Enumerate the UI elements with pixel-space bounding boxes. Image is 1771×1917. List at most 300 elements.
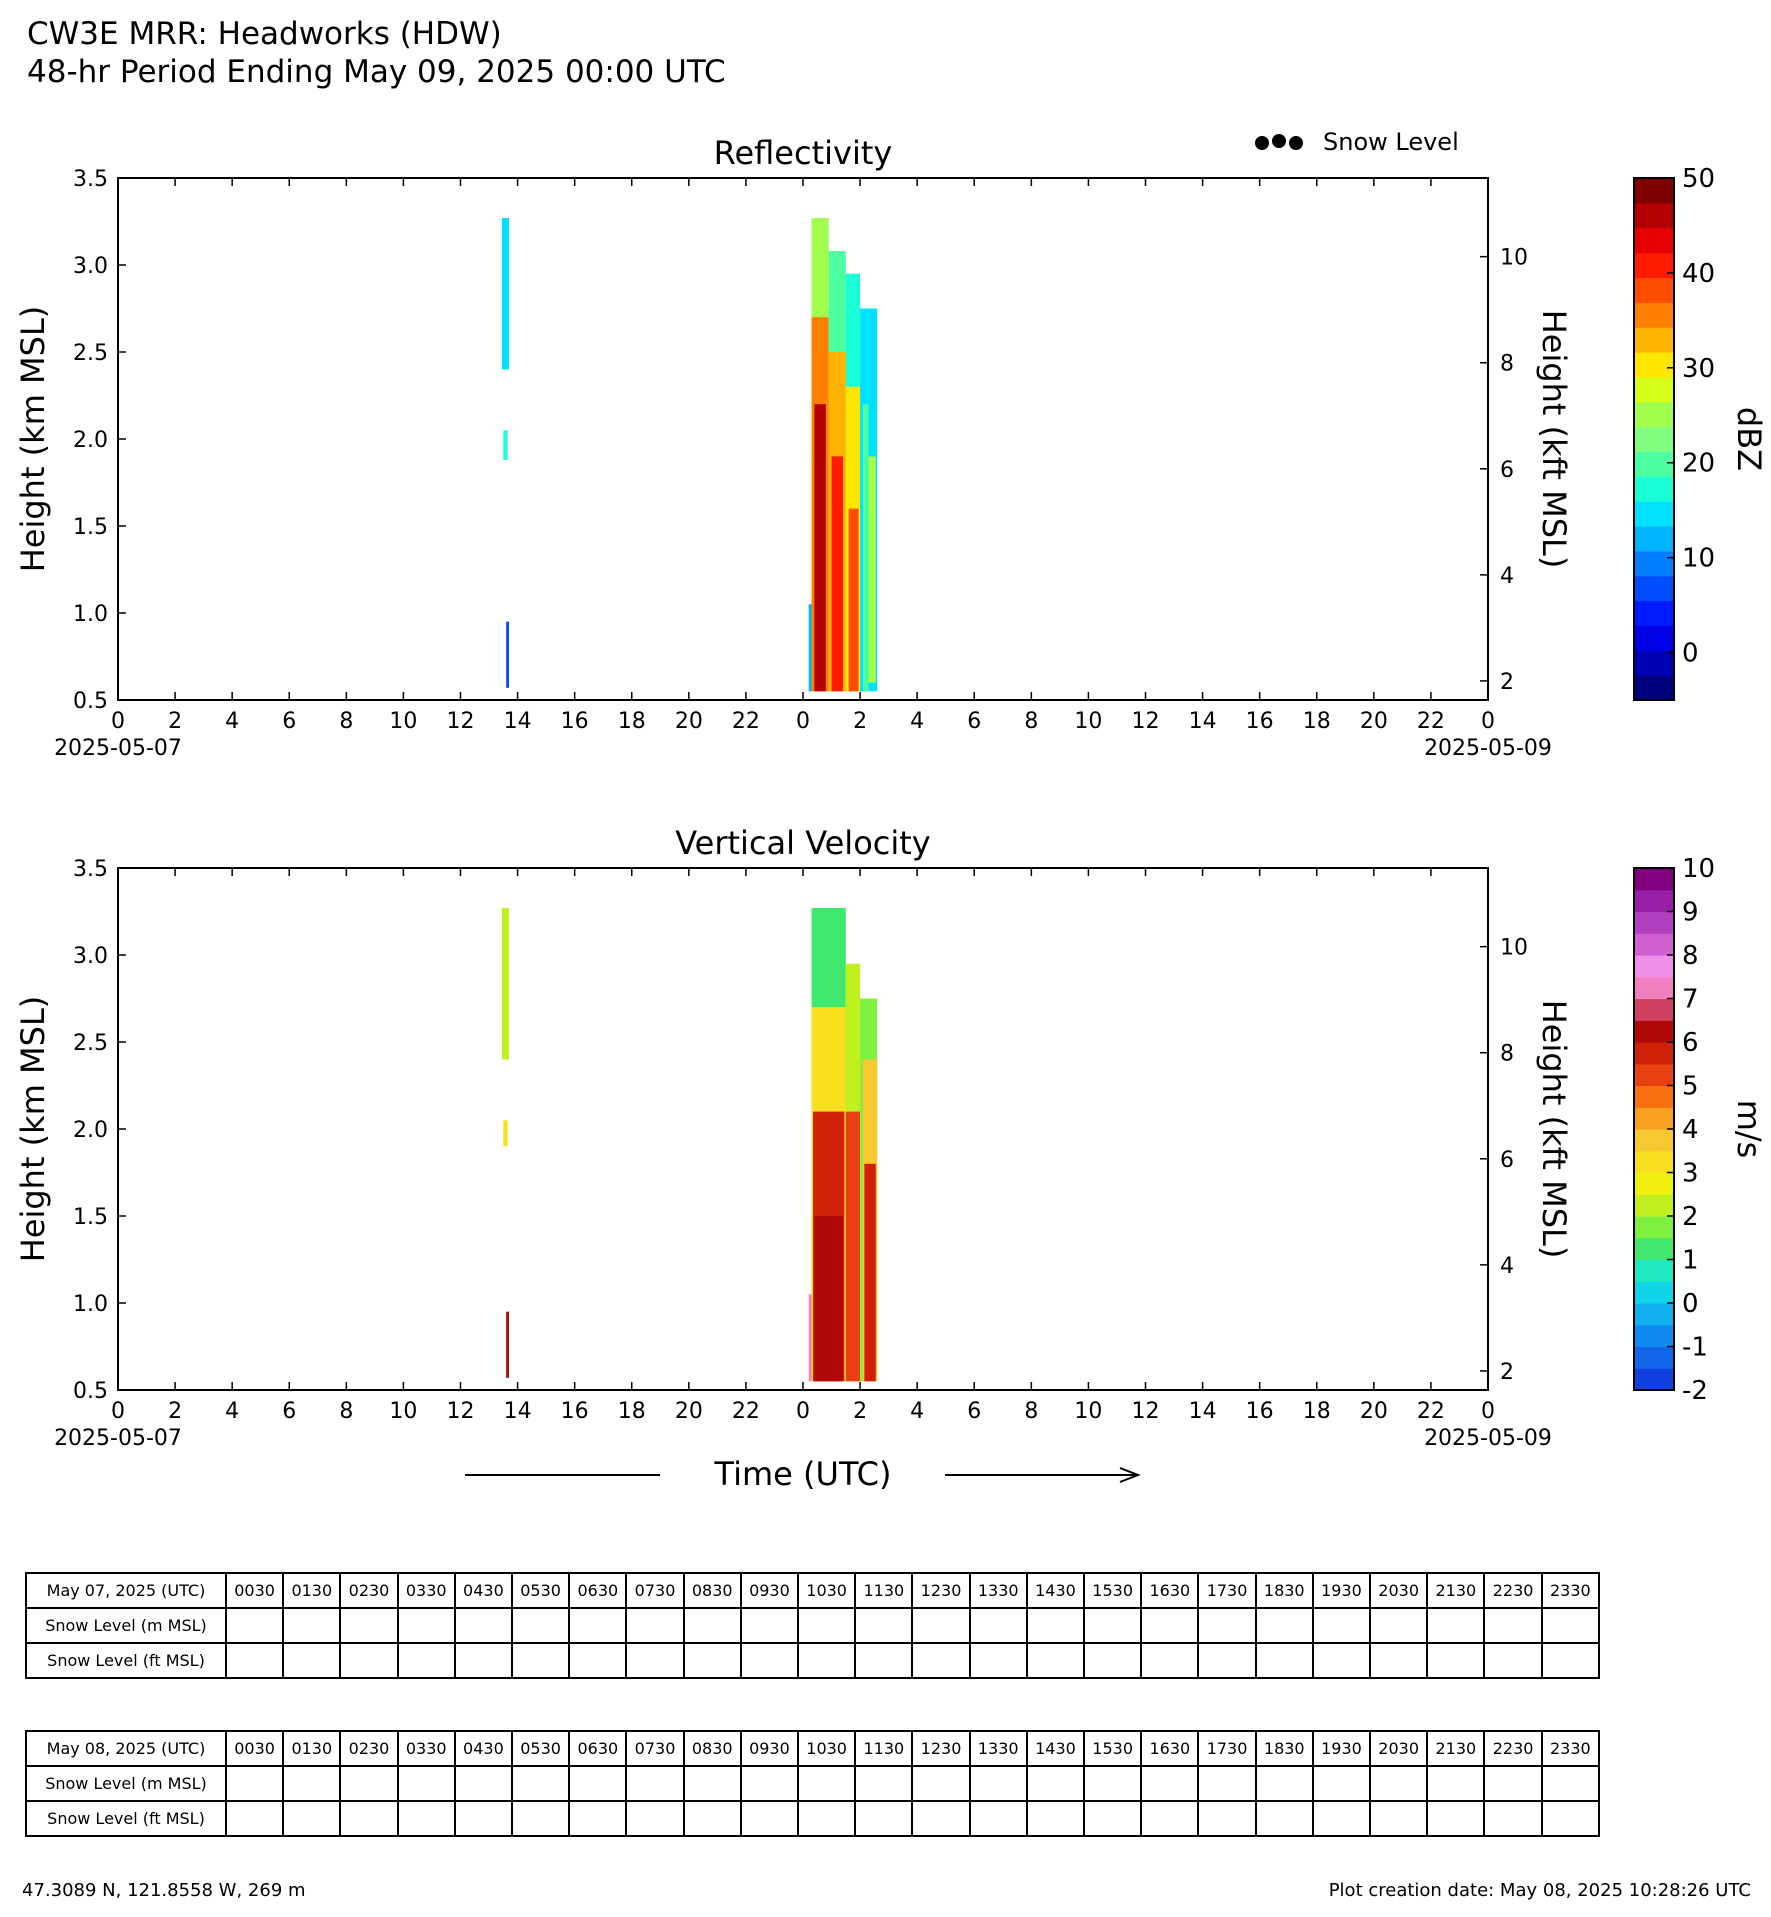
velocity-colorbar-tick-label: 8	[1682, 941, 1699, 971]
reflectivity-x-tick-label: 20	[674, 709, 703, 734]
velocity-x-tick-label: 18	[617, 1399, 646, 1424]
snow-table-value-cell	[626, 1766, 683, 1801]
snow-table-value-cell	[1198, 1608, 1255, 1643]
reflectivity-y-tick-label: 1.5	[73, 515, 108, 540]
reflectivity-colorbar-label: dBZ	[1730, 406, 1768, 472]
snow-table-value-cell	[798, 1766, 855, 1801]
velocity-colorbar-segment	[1634, 955, 1674, 977]
snow-table-value-cell	[970, 1766, 1027, 1801]
velocity-colorbar-segment	[1634, 1303, 1674, 1325]
snow-table-value-cell	[684, 1608, 741, 1643]
snow-table-time-cell: 0730	[626, 1573, 683, 1608]
snow-table-value-cell	[1141, 1766, 1198, 1801]
snow-table-value-cell	[798, 1608, 855, 1643]
snow-table-value-cell	[970, 1643, 1027, 1678]
reflectivity-x-tick-label: 14	[503, 709, 532, 734]
velocity-x-tick-label: 14	[1188, 1399, 1217, 1424]
reflectivity-y-tick-label: 2.5	[73, 341, 108, 366]
snow-table-value-cell	[398, 1766, 455, 1801]
snow-table-time-cell: 2330	[1542, 1573, 1599, 1608]
snow-table-value-cell	[741, 1608, 798, 1643]
reflectivity-y-tick-label: 0.5	[73, 689, 108, 714]
snow-table-time-cell: 2230	[1484, 1573, 1541, 1608]
snow-table-value-cell	[684, 1766, 741, 1801]
velocity-colorbar-segment	[1634, 1086, 1674, 1108]
reflectivity-colorbar-segment	[1634, 352, 1674, 377]
reflectivity-colorbar-segment	[1634, 551, 1674, 576]
snow-table-value-cell	[1370, 1801, 1427, 1836]
snow-table-value-cell	[855, 1643, 912, 1678]
snow-table-time-cell: 0330	[398, 1573, 455, 1608]
snow-level-legend-label: Snow Level	[1323, 128, 1459, 156]
reflectivity-colorbar-segment	[1634, 402, 1674, 427]
velocity-y2-tick-label: 4	[1500, 1253, 1514, 1279]
snow-table-value-cell	[512, 1608, 569, 1643]
snow-table-value-row	[26, 1608, 1599, 1643]
snow-table-value-cell	[1084, 1608, 1141, 1643]
reflectivity-x-tick-label: 22	[731, 709, 760, 734]
velocity-x-tick-label: 2	[168, 1399, 183, 1424]
velocity-colorbar-segment	[1634, 933, 1674, 955]
snow-table-value-cell	[1484, 1801, 1541, 1836]
velocity-colorbar-segment	[1634, 1368, 1674, 1390]
reflectivity-colorbar-tick-label: 50	[1682, 164, 1716, 194]
snow-table-time-cell: 1630	[1141, 1573, 1198, 1608]
snow-table-value-cell	[1027, 1608, 1084, 1643]
velocity-colorbar-segment	[1634, 890, 1674, 912]
snow-table-value-cell	[798, 1643, 855, 1678]
snow-table-value-row	[26, 1643, 1599, 1678]
snow-table-value-cell	[1542, 1766, 1599, 1801]
reflectivity-plot-frame	[118, 178, 1488, 700]
snow-table-time-cell: 1730	[1198, 1731, 1255, 1766]
reflectivity-x-tick-label: 10	[389, 709, 418, 734]
reflectivity-colorbar-segment	[1634, 327, 1674, 352]
reflectivity-data-region	[814, 404, 825, 691]
reflectivity-y-tick-label: 2.0	[73, 428, 108, 453]
snow-table-time-cell: 2130	[1427, 1573, 1484, 1608]
reflectivity-x-tick-label: 22	[1416, 709, 1445, 734]
velocity-colorbar-segment	[1634, 1194, 1674, 1216]
velocity-data-region	[846, 1112, 860, 1382]
reflectivity-x-tick-label: 10	[1074, 709, 1103, 734]
reflectivity-title: Reflectivity	[713, 134, 893, 172]
snow-table-value-cell	[226, 1801, 283, 1836]
snow-table-value-cell	[626, 1801, 683, 1836]
snow-table-value-cell	[684, 1801, 741, 1836]
snow-table-time-cell: 0030	[226, 1573, 283, 1608]
snow-table-value-cell	[798, 1801, 855, 1836]
snow-level-table-may08	[25, 1730, 1600, 1837]
snow-level-marker	[1255, 136, 1269, 150]
snow-table-value-cell	[1542, 1608, 1599, 1643]
velocity-x-tick-label: 0	[796, 1399, 810, 1424]
snow-table-value-cell	[1027, 1766, 1084, 1801]
snow-table-value-cell	[912, 1608, 969, 1643]
snow-table-value-cell	[1084, 1643, 1141, 1678]
reflectivity-colorbar-segment	[1634, 675, 1674, 700]
velocity-date-end: 2025-05-09	[1424, 1426, 1552, 1451]
snow-table-time-cell: 0030	[226, 1731, 283, 1766]
snow-table-time-cell: 0930	[741, 1573, 798, 1608]
snow-table-time-cell: 0130	[283, 1573, 340, 1608]
reflectivity-colorbar-segment	[1634, 576, 1674, 601]
velocity-colorbar-segment	[1634, 1107, 1674, 1129]
snow-table-value-cell	[569, 1766, 626, 1801]
velocity-x-tick-label: 8	[339, 1399, 354, 1424]
velocity-data-region	[814, 1216, 843, 1381]
snow-table-time-cell: 1030	[798, 1573, 855, 1608]
snow-table-value-cell	[684, 1643, 741, 1678]
snow-table-time-cell: 0230	[340, 1573, 397, 1608]
snow-table-value-cell	[569, 1608, 626, 1643]
snow-table-time-cell: 0130	[283, 1731, 340, 1766]
velocity-y-tick-label: 1.5	[73, 1205, 108, 1230]
velocity-y2-tick-label: 2	[1500, 1359, 1514, 1385]
reflectivity-y2-tick-label: 8	[1500, 351, 1514, 377]
reflectivity-data-region	[863, 404, 869, 691]
reflectivity-y-tick-label: 3.5	[73, 167, 108, 192]
velocity-date-start: 2025-05-07	[54, 1426, 182, 1451]
velocity-x-tick-label: 0	[1481, 1399, 1495, 1424]
snow-table-value-cell	[1370, 1608, 1427, 1643]
velocity-colorbar-tick-label: 5	[1682, 1071, 1699, 1102]
velocity-x-tick-label: 12	[1131, 1399, 1160, 1424]
snow-table-value-cell	[1484, 1608, 1541, 1643]
velocity-y2-axis-label: Height (kft MSL)	[1535, 999, 1573, 1259]
snow-table-time-cell: 2030	[1370, 1573, 1427, 1608]
reflectivity-colorbar-segment	[1634, 377, 1674, 402]
velocity-y-tick-label: 2.0	[73, 1118, 108, 1143]
velocity-colorbar-tick-label: -2	[1682, 1376, 1708, 1406]
reflectivity-y2-tick-label: 4	[1500, 563, 1514, 589]
snow-table-value-cell	[912, 1801, 969, 1836]
reflectivity-x-tick-label: 12	[1131, 709, 1160, 734]
reflectivity-colorbar-segment	[1634, 228, 1674, 253]
reflectivity-date-start: 2025-05-07	[54, 736, 182, 761]
snow-table-time-cell: 1330	[970, 1573, 1027, 1608]
snow-table-value-cell	[340, 1643, 397, 1678]
reflectivity-colorbar-tick-label: 40	[1682, 258, 1716, 289]
velocity-x-tick-label: 4	[910, 1399, 925, 1424]
velocity-x-tick-label: 18	[1302, 1399, 1331, 1424]
snow-table-value-cell	[1084, 1766, 1141, 1801]
velocity-colorbar-segment	[1634, 1238, 1674, 1260]
reflectivity-colorbar-segment	[1634, 625, 1674, 650]
velocity-colorbar-segment	[1634, 999, 1674, 1021]
snow-level-marker	[1272, 134, 1286, 148]
reflectivity-y-tick-label: 3.0	[73, 254, 108, 279]
reflectivity-x-tick-label: 16	[1245, 709, 1274, 734]
velocity-x-tick-label: 2	[853, 1399, 868, 1424]
snow-table-time-cell: 0330	[398, 1731, 455, 1766]
velocity-x-tick-label: 14	[503, 1399, 532, 1424]
velocity-colorbar-segment	[1634, 1281, 1674, 1303]
velocity-colorbar-tick-label: 3	[1682, 1158, 1699, 1189]
reflectivity-y2-tick-label: 6	[1500, 457, 1514, 483]
snow-level-table-may07	[25, 1572, 1600, 1679]
velocity-y2-tick-label: 10	[1500, 935, 1528, 961]
snow-table-time-cell: 1930	[1313, 1573, 1370, 1608]
snow-table-value-cell	[855, 1608, 912, 1643]
snow-table-value-cell	[569, 1643, 626, 1678]
snow-table-value-cell	[626, 1643, 683, 1678]
velocity-data-region	[503, 1120, 507, 1146]
velocity-y-axis-label: Height (km MSL)	[14, 995, 52, 1263]
snow-level-legend	[1255, 128, 1459, 156]
reflectivity-colorbar-tick-label: 10	[1682, 543, 1716, 574]
velocity-x-tick-label: 16	[560, 1399, 589, 1424]
reflectivity-x-tick-label: 18	[617, 709, 646, 734]
snow-table-time-cell: 2130	[1427, 1731, 1484, 1766]
reflectivity-colorbar-segment	[1634, 277, 1674, 302]
velocity-x-tick-label: 10	[389, 1399, 418, 1424]
reflectivity-data-region	[869, 456, 876, 682]
snow-table-date-label: May 07, 2025 (UTC)	[26, 1573, 226, 1608]
reflectivity-x-tick-label: 0	[1481, 709, 1495, 734]
snow-table-time-cell: 0930	[741, 1731, 798, 1766]
snow-table-time-cell: 1230	[912, 1573, 969, 1608]
snow-table-value-cell	[512, 1766, 569, 1801]
snow-table-value-cell	[1313, 1643, 1370, 1678]
reflectivity-y2-tick-label: 10	[1500, 245, 1528, 271]
snow-table-time-cell: 0430	[455, 1731, 512, 1766]
snow-table-value-cell	[1542, 1643, 1599, 1678]
velocity-x-tick-label: 0	[111, 1399, 125, 1424]
velocity-colorbar-segment	[1634, 912, 1674, 934]
snow-table-time-cell: 0430	[455, 1573, 512, 1608]
snow-table-value-cell	[1198, 1766, 1255, 1801]
snow-table-value-cell	[1198, 1801, 1255, 1836]
velocity-colorbar-segment	[1634, 1151, 1674, 1173]
snow-table-value-cell	[1542, 1801, 1599, 1836]
snow-table-value-row	[26, 1801, 1599, 1836]
reflectivity-colorbar-segment	[1634, 203, 1674, 228]
reflectivity-data-region	[809, 604, 812, 691]
reflectivity-colorbar-segment	[1634, 476, 1674, 501]
snow-table-value-cell	[569, 1801, 626, 1836]
reflectivity-colorbar-segment	[1634, 427, 1674, 452]
reflectivity-data-region	[849, 509, 859, 692]
snow-table-value-cell	[340, 1766, 397, 1801]
snow-table-value-cell	[741, 1801, 798, 1836]
snow-table-time-cell: 1730	[1198, 1573, 1255, 1608]
reflectivity-colorbar-tick-label: 20	[1682, 448, 1716, 479]
snow-table-time-cell: 1130	[855, 1573, 912, 1608]
snow-table-value-cell	[283, 1801, 340, 1836]
velocity-x-tick-label: 16	[1245, 1399, 1274, 1424]
velocity-x-tick-label: 6	[282, 1399, 297, 1424]
snow-table-value-cell	[1370, 1643, 1427, 1678]
reflectivity-x-tick-label: 6	[282, 709, 297, 734]
velocity-y-tick-label: 1.0	[73, 1292, 108, 1317]
snow-table-value-cell	[1370, 1766, 1427, 1801]
velocity-colorbar-segment	[1634, 1173, 1674, 1195]
reflectivity-x-tick-label: 12	[446, 709, 475, 734]
vertical-velocity-panel	[14, 824, 1768, 1451]
velocity-x-tick-label: 22	[731, 1399, 760, 1424]
reflectivity-data-region	[503, 430, 507, 460]
snow-table-value-cell	[1084, 1801, 1141, 1836]
snow-table-time-cell: 2230	[1484, 1731, 1541, 1766]
snow-table-time-cell: 1130	[855, 1731, 912, 1766]
velocity-x-tick-label: 10	[1074, 1399, 1103, 1424]
reflectivity-panel	[14, 134, 1768, 761]
velocity-colorbar-segment	[1634, 868, 1674, 890]
velocity-colorbar-segment	[1634, 1064, 1674, 1086]
snow-table-time-cell: 0830	[684, 1573, 741, 1608]
reflectivity-colorbar-segment	[1634, 526, 1674, 551]
reflectivity-x-tick-label: 2	[853, 709, 868, 734]
snow-table-value-cell	[1141, 1801, 1198, 1836]
snow-table-value-cell	[855, 1766, 912, 1801]
snow-table-time-cell: 1430	[1027, 1731, 1084, 1766]
reflectivity-x-tick-label: 14	[1188, 709, 1217, 734]
snow-table-value-cell	[1256, 1801, 1313, 1836]
velocity-colorbar-tick-label: 6	[1682, 1028, 1699, 1058]
reflectivity-colorbar-segment	[1634, 501, 1674, 526]
reflectivity-date-end: 2025-05-09	[1424, 736, 1552, 761]
snow-table-value-cell	[855, 1801, 912, 1836]
reflectivity-colorbar-tick-label: 30	[1682, 353, 1716, 384]
snow-table-value-cell	[1427, 1801, 1484, 1836]
snow-table-value-cell	[283, 1643, 340, 1678]
snow-table-value-cell	[1256, 1643, 1313, 1678]
snow-table-time-cell: 2330	[1542, 1731, 1599, 1766]
snow-table-value-cell	[455, 1766, 512, 1801]
snow-table-time-cell: 0530	[512, 1731, 569, 1766]
snow-table-value-cell	[912, 1766, 969, 1801]
velocity-colorbar-segment	[1634, 1216, 1674, 1238]
reflectivity-colorbar-segment	[1634, 650, 1674, 675]
velocity-x-tick-label: 22	[1416, 1399, 1445, 1424]
snow-table-value-cell	[970, 1608, 1027, 1643]
snow-table-time-cell: 2030	[1370, 1731, 1427, 1766]
figure-subtitle: 48-hr Period Ending May 09, 2025 00:00 UTC	[27, 54, 726, 90]
velocity-colorbar-tick-label: 4	[1682, 1115, 1699, 1145]
snow-table-value-cell	[1256, 1608, 1313, 1643]
snow-table-time-cell: 1030	[798, 1731, 855, 1766]
snow-table-time-cell: 1630	[1141, 1731, 1198, 1766]
snow-table-value-cell	[1141, 1643, 1198, 1678]
reflectivity-x-tick-label: 4	[225, 709, 240, 734]
time-axis-caption	[465, 1455, 1138, 1493]
snow-table-value-cell	[1484, 1766, 1541, 1801]
velocity-colorbar-segment	[1634, 977, 1674, 999]
snow-level-marker	[1289, 136, 1303, 150]
snow-table-value-cell	[741, 1643, 798, 1678]
snow-table-value-cell	[226, 1608, 283, 1643]
snow-table-row-label: Snow Level (ft MSL)	[26, 1643, 226, 1678]
reflectivity-x-tick-label: 6	[967, 709, 982, 734]
velocity-colorbar-segment	[1634, 1325, 1674, 1347]
snow-table-value-cell	[398, 1801, 455, 1836]
velocity-data-region	[502, 908, 509, 1059]
reflectivity-x-tick-label: 16	[560, 709, 589, 734]
velocity-data-region	[506, 1312, 509, 1378]
snow-table-value-cell	[1427, 1608, 1484, 1643]
snow-table-time-cell: 0630	[569, 1573, 626, 1608]
snow-table-value-cell	[1256, 1766, 1313, 1801]
snow-table-value-cell	[455, 1801, 512, 1836]
velocity-plot-frame	[118, 868, 1488, 1390]
velocity-colorbar-segment	[1634, 1347, 1674, 1369]
reflectivity-colorbar-tick-label: 0	[1682, 638, 1699, 669]
time-axis-label: Time (UTC)	[714, 1455, 892, 1493]
reflectivity-colorbar-segment	[1634, 253, 1674, 278]
reflectivity-x-tick-label: 0	[111, 709, 125, 734]
snow-table-time-cell: 1830	[1256, 1731, 1313, 1766]
snow-table-value-cell	[340, 1801, 397, 1836]
plot-creation-date: Plot creation date: May 08, 2025 10:28:26 UTC	[1328, 1880, 1751, 1901]
velocity-x-tick-label: 6	[967, 1399, 982, 1424]
velocity-x-tick-label: 8	[1024, 1399, 1039, 1424]
snow-table-time-cell: 1930	[1313, 1731, 1370, 1766]
snow-table-time-cell: 1330	[970, 1731, 1027, 1766]
snow-table-value-cell	[283, 1766, 340, 1801]
reflectivity-colorbar-segment	[1634, 601, 1674, 626]
snow-table-value-cell	[741, 1766, 798, 1801]
snow-table-value-cell	[1427, 1643, 1484, 1678]
snow-table-value-cell	[1427, 1766, 1484, 1801]
snow-table-value-cell	[1141, 1608, 1198, 1643]
snow-table-row-label: Snow Level (m MSL)	[26, 1608, 226, 1643]
snow-table-date-label: May 08, 2025 (UTC)	[26, 1731, 226, 1766]
velocity-colorbar-segment	[1634, 1260, 1674, 1282]
snow-table-time-cell: 0530	[512, 1573, 569, 1608]
snow-table-time-cell: 1230	[912, 1731, 969, 1766]
velocity-title: Vertical Velocity	[675, 824, 931, 862]
velocity-data-region	[864, 1164, 875, 1382]
velocity-x-tick-label: 20	[1359, 1399, 1388, 1424]
snow-table-time-cell: 1430	[1027, 1573, 1084, 1608]
reflectivity-y-tick-label: 1.0	[73, 602, 108, 627]
reflectivity-data-region	[502, 218, 509, 369]
snow-table-value-cell	[226, 1766, 283, 1801]
snow-table-time-cell: 1530	[1084, 1731, 1141, 1766]
snow-table-value-cell	[1027, 1801, 1084, 1836]
snow-table-time-cell: 0230	[340, 1731, 397, 1766]
velocity-data-region	[809, 1294, 812, 1381]
snow-table-value-cell	[512, 1643, 569, 1678]
snow-table-value-cell	[1313, 1801, 1370, 1836]
reflectivity-y2-axis-label: Height (kft MSL)	[1535, 309, 1573, 569]
snow-table-value-cell	[1027, 1643, 1084, 1678]
reflectivity-x-tick-label: 20	[1359, 709, 1388, 734]
snow-table-header-row	[26, 1573, 1599, 1608]
velocity-x-tick-label: 12	[446, 1399, 475, 1424]
reflectivity-y2-tick-label: 2	[1500, 669, 1514, 695]
snow-table-value-cell	[1198, 1643, 1255, 1678]
velocity-colorbar-label: m/s	[1730, 1099, 1768, 1159]
velocity-colorbar-tick-label: 0	[1682, 1289, 1699, 1319]
station-coordinates: 47.3089 N, 121.8558 W, 269 m	[22, 1880, 306, 1901]
velocity-colorbar-segment	[1634, 1042, 1674, 1064]
velocity-colorbar-segment	[1634, 1129, 1674, 1151]
snow-table-value-cell	[283, 1608, 340, 1643]
reflectivity-x-tick-label: 4	[910, 709, 925, 734]
reflectivity-x-tick-label: 2	[168, 709, 183, 734]
velocity-y-tick-label: 2.5	[73, 1031, 108, 1056]
velocity-colorbar-segment	[1634, 1020, 1674, 1042]
snow-table-row-label: Snow Level (ft MSL)	[26, 1801, 226, 1836]
snow-table-value-cell	[455, 1608, 512, 1643]
snow-table-value-cell	[226, 1643, 283, 1678]
velocity-x-tick-label: 20	[674, 1399, 703, 1424]
snow-table-value-cell	[1313, 1766, 1370, 1801]
velocity-y2-tick-label: 8	[1500, 1041, 1514, 1067]
reflectivity-colorbar-segment	[1634, 302, 1674, 327]
